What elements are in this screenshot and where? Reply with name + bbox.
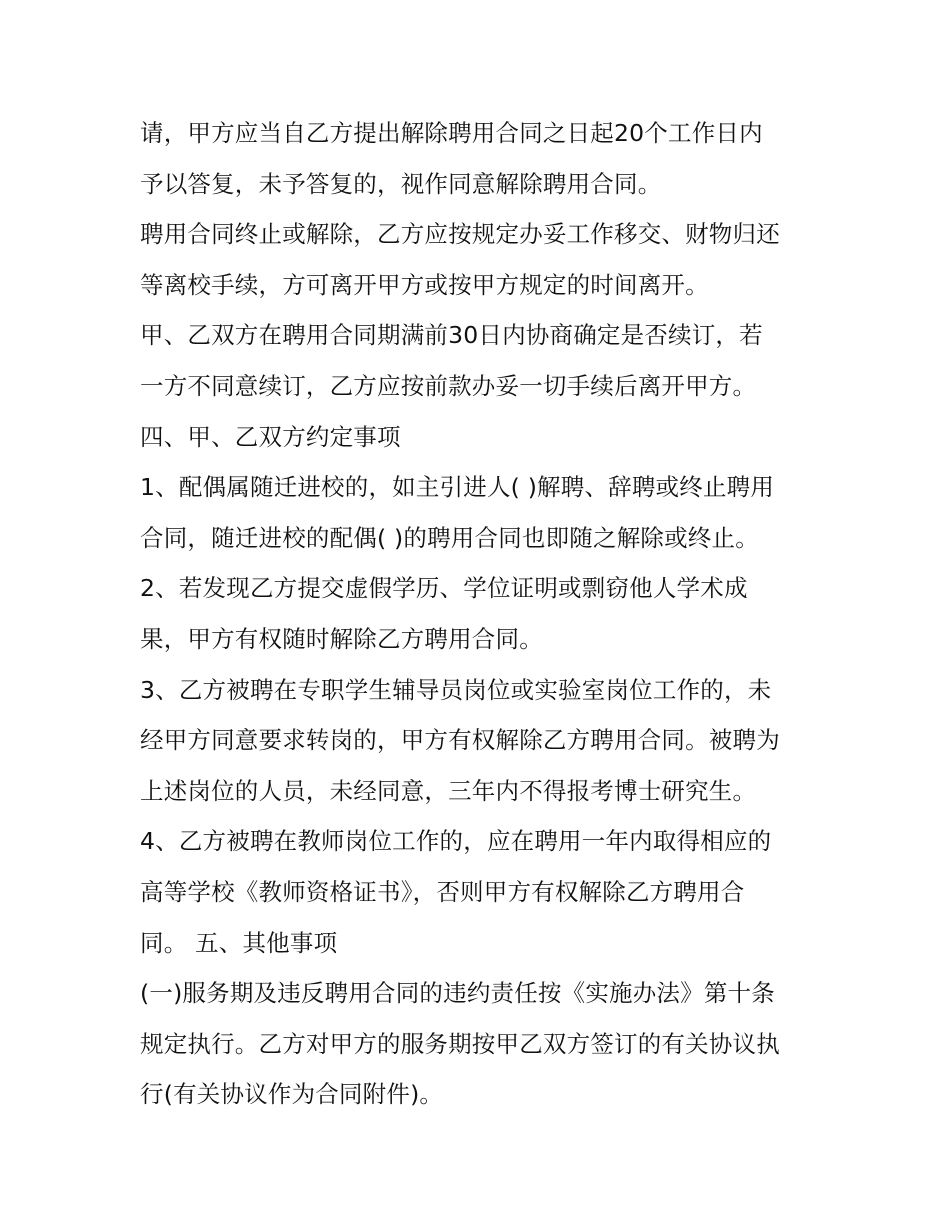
text-line: 等离校手续，方可离开甲方或按甲方规定的时间离开。 bbox=[140, 270, 709, 299]
text-line: 聘用合同终止或解除，乙方应按规定办妥工作移交、财物归还 bbox=[140, 220, 780, 249]
text-line: 果，甲方有权随时解除乙方聘用合同。 bbox=[140, 624, 543, 653]
text-line: 行(有关协议作为合同附件)。 bbox=[140, 1080, 444, 1109]
text-line: 2、若发现乙方提交虚假学历、学位证明或剽窃他人学术成 bbox=[140, 574, 748, 603]
section-heading: 四、甲、乙双方约定事项 bbox=[140, 422, 401, 451]
text-line: 请，甲方应当自乙方提出解除聘用合同之日起20个工作日内 bbox=[140, 119, 763, 147]
text-line: 高等学校《教师资格证书》，否则甲方有权解除乙方聘用合 bbox=[140, 877, 745, 906]
text-line: 上述岗位的人员，未经同意，三年内不得报考博士研究生。 bbox=[140, 776, 757, 805]
text-line: 经甲方同意要求转岗的，甲方有权解除乙方聘用合同。被聘为 bbox=[140, 726, 780, 755]
text-line: 4、乙方被聘在教师岗位工作的，应在聘用一年内取得相应的 bbox=[140, 827, 772, 856]
text-line: 甲、乙双方在聘用合同期满前30日内协商确定是否续订，若 bbox=[140, 321, 763, 350]
text-line: 规定执行。乙方对甲方的服务期按甲乙双方签订的有关协议执 bbox=[140, 1029, 780, 1058]
document-body bbox=[140, 108, 830, 1120]
text-line: 1、配偶属随迁进校的，如主引进人( )解聘、辞聘或终止聘用 bbox=[140, 473, 775, 502]
text-line: 同。 五、其他事项 bbox=[140, 928, 338, 957]
text-line: 3、乙方被聘在专职学生辅导员岗位或实验室岗位工作的，未 bbox=[140, 675, 772, 704]
text-line: 予以答复，未予答复的，视作同意解除聘用合同。 bbox=[140, 169, 662, 198]
text-line: 一方不同意续订，乙方应按前款办妥一切手续后离开甲方。 bbox=[140, 371, 757, 400]
text-line: (一)服务期及违反聘用合同的违约责任按《实施办法》第十条 bbox=[140, 979, 775, 1008]
text-line: 合同，随迁进校的配偶( )的聘用合同也即随之解除或终止。 bbox=[140, 523, 759, 552]
